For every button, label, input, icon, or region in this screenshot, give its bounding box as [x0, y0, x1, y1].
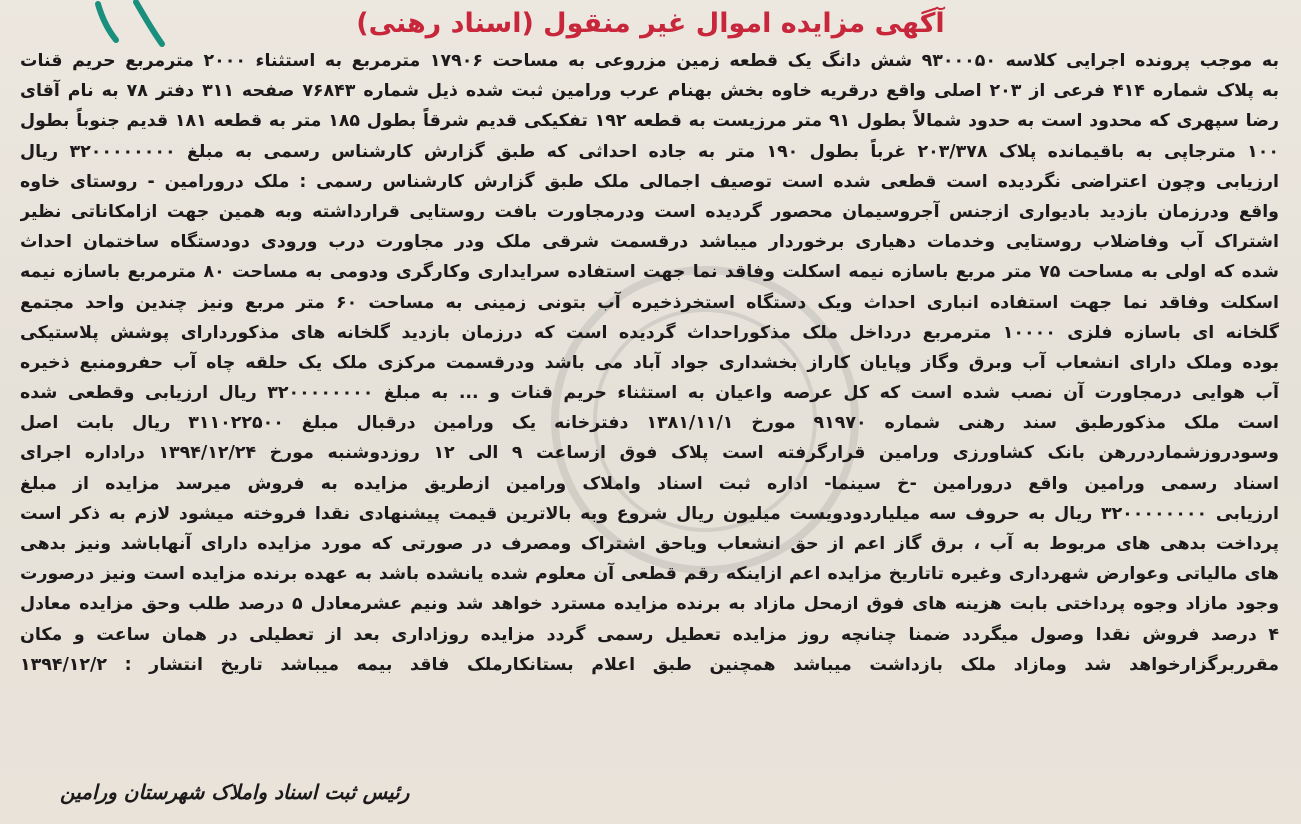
- body-line: اسناد رسمی ورامین واقع درورامین -خ سینما- اداره ثبت اسناد واملاک ورامین ازطریق مزایده به فروش میرسد مزایده از مبلغ: [20, 473, 1279, 494]
- body-line: واقع ودرزمان بازدید بادیواری ازجنس آجروسیمان محصور گردیده است ودرمجاورت بافت روستایی قرارداشته وبه همین جهت ازامکاناتی نظیر: [20, 201, 1279, 222]
- body-line: است ملک مذکورطبق سند رهنی شماره ۹۱۹۷۰ مورخ ۱۳۸۱/۱۱/۱ دفترخانه یک ورامین درقبال مبلغ ۳۱۱۰۲۲۵۰۰ ریال بابت اصل: [20, 413, 1279, 434]
- body-line: رضا سپهری که محدود است به حدود شمالاً بطول ۹۱ متر مرزیست به قطعه ۱۹۲ تفکیکی قدیم شرقاً بطول ۱۸۵ متر به قطعه ۱۸۱ قدیم جنوباً بطول: [20, 111, 1279, 132]
- body-line: ارزیابی وچون اعتراضی نگردیده است قطعی شده است توصیف اجمالی ملک طبق گزارش کارشناس رسمی : ملک درورامین - روستای خاوه: [20, 171, 1279, 192]
- body-line: اشتراک آب وفاضلاب روستایی وخدمات دهیاری برخوردار میباشد درقسمت شرقی ملک ودر مجاورت درب ورودی دودستگاه ساختمان احداث: [20, 232, 1279, 253]
- body-line: بوده وملک دارای انشعاب آب وبرق وگاز وپایان کاراز بخشداری جواد آباد می باشد ودرقسمت مرکزی ملک یک حلقه چاه آب حفرومنبع ذخیره: [20, 352, 1279, 373]
- body-line: ارزیابی ۳۲۰۰۰۰۰۰۰۰ ریال به حروف سه میلیاردودویست میلیون ریال شروع وبه بالاترین قیمت پیشنهادی نقدا فروخته میشود لازم به ذکر است: [20, 503, 1279, 524]
- notice-body: [20, 46, 1279, 766]
- signature-line: رئیس ثبت اسناد واملاک شهرستان ورامین: [60, 780, 410, 804]
- body-line: ۱۰۰ مترجاپی به باقیمانده پلاک ۲۰۳/۳۷۸ غرباً بطول ۱۹۰ متر به جاده احداثی که طبق گزارش کارشناس رسمی به مبلغ ۳۲۰۰۰۰۰۰۰۰ ریال: [20, 141, 1279, 162]
- body-line: آب هوایی درمجاورت آن نصب شده است که کل عرصه واعیان به استثناء حریم قنات و ... به مبلغ ۳۲۰۰۰۰۰۰۰۰ ریال ارزیابی وقطعی شده: [20, 383, 1279, 404]
- body-line: اسکلت وفاقد نما جهت استفاده انباری احداث ویک دستگاه استخرذخیره آب بتونی زمینی به مساحت ۶۰ متر مربع ونیز چندین واحد مجتمع: [20, 292, 1279, 313]
- body-line: شده که اولی به مساحت ۷۵ متر مربع باسازه نیمه اسکلت وفاقد نما جهت استفاده سرایداری وکارگری ودومی به مساحت ۸۰ مترمربع باسازه نیمه: [20, 262, 1279, 283]
- body-line: مقرربرگزارخواهد شد ومازاد ملک بازداشت میباشد همچنین طبق اعلام بستانکارملک فاقد بیمه میباشد تاریخ انتشار : ۱۳۹۴/۱۲/۲: [20, 654, 1279, 675]
- body-line: به موجب پرونده اجرایی کلاسه ۹۳۰۰۰۵۰ شش دانگ یک قطعه زمین مزروعی به مساحت ۱۷۹۰۶ مترمربع به استثناء ۲۰۰۰ مترمربع حریم قنات: [20, 51, 1279, 71]
- body-line: پرداخت بدهی های مربوط به آب ، برق گاز اعم از حق انشعاب ویاحق اشتراک ومصرف در صورتی که مورد مزایده دارای آنهاباشد ونیز بدهی: [20, 534, 1279, 554]
- body-line: های مالیاتی وعوارض شهرداری وغیره تاتاریخ مزایده اعم ازاینکه رقم قطعی آن معلوم شده یانشده باشد به عهده برنده مزایده است ونیز درصورت: [20, 564, 1279, 585]
- body-line: ۴ درصد فروش نقدا وصول میگردد ضمنا چنانچه روز مزایده تعطیل رسمی گردد مزایده روزاداری بعد از تعطیلی در همان ساعت و مکان: [20, 624, 1279, 645]
- notice-title: آگهی مزایده اموال غیر منقول (اسناد رهنی): [356, 8, 945, 39]
- body-line: وجود مازاد وجوه پرداختی بابت هزینه های فوق ازمحل مازاد به برنده مزایده مسترد خواهد شد ونیم عشرمعادل ۵ درصد طلب وحق مزایده معادل: [20, 594, 1279, 615]
- body-line: به پلاک شماره ۴۱۴ فرعی از ۲۰۳ اصلی واقع درقریه خاوه بخش بهنام عرب ورامین ثبت شده ذیل شماره ۷۶۸۴۳ صفحه ۳۱۱ دفتر ۷۸ به نام آقای: [20, 81, 1279, 102]
- body-line: گلخانه ای باسازه فلزی ۱۰۰۰۰ مترمربع درداخل ملک مذکوراحداث گردیده است که درزمان بازدید گلخانه های مذکوردارای پوشش پلاستیکی: [20, 322, 1279, 343]
- body-line: وسودروزشماردررهن بانک کشاورزی ورامین قرارگرفته است پلاک فوق ازساعت ۹ الی ۱۲ روزدوشنبه مورخ ۱۳۹۴/۱۲/۲۴ دراداره اجرای: [20, 443, 1279, 464]
